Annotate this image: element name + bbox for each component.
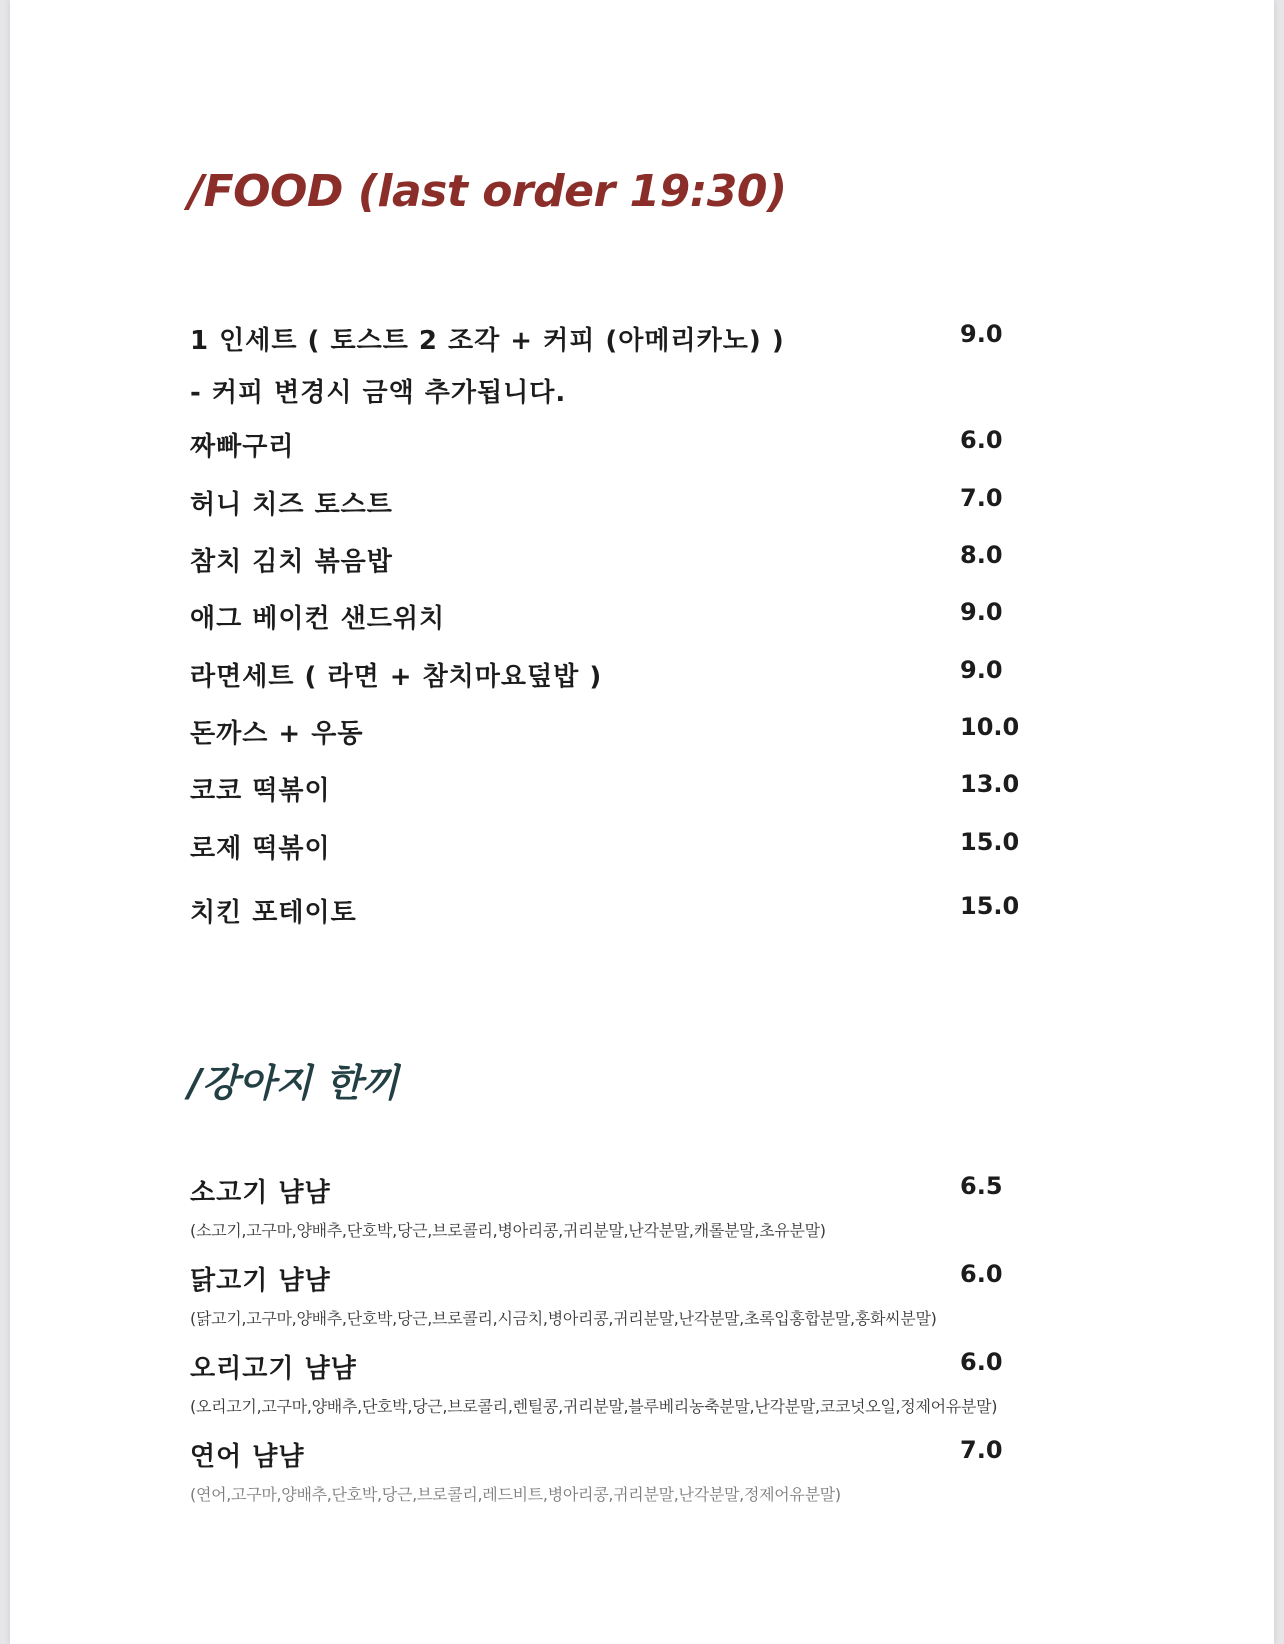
menu-item — [190, 484, 1274, 524]
menu-item-name: 참치 김치 볶음밥 — [190, 547, 393, 577]
menu-item-price: 15.0 — [960, 828, 1020, 856]
menu-item — [190, 656, 1274, 696]
menu-item-price: 6.5 — [960, 1172, 1003, 1200]
menu-item-ingredients: (소고기,고구마,양배추,단호박,당근,브로콜리,병아리콩,귀리분말,난각분말,캐롤분말,초유분말) — [190, 1221, 826, 1240]
menu-item-price: 6.0 — [960, 1260, 1003, 1288]
dog-menu-item — [190, 1260, 1274, 1328]
menu-item-price: 10.0 — [960, 713, 1020, 741]
menu-item-price: 7.0 — [960, 484, 1003, 512]
menu-item-price: 7.0 — [960, 1436, 1003, 1464]
menu-item — [190, 713, 1274, 753]
menu-item-price: 6.0 — [960, 1348, 1003, 1376]
menu-item-name: 연어 냠냠 — [190, 1442, 305, 1472]
menu-item — [190, 541, 1274, 581]
dog-menu-item — [190, 1348, 1274, 1416]
menu-item — [190, 426, 1274, 466]
menu-item-price: 9.0 — [960, 598, 1003, 626]
menu-item-name: 라면세트 ( 라면 + 참치마요덮밥 ) — [190, 662, 603, 692]
menu-item — [190, 598, 1274, 638]
coffee-change-note: - 커피 변경시 금액 추가됩니다. — [190, 378, 567, 408]
menu-item-ingredients: (오리고기,고구마,양배추,단호박,당근,브로콜리,렌틸콩,귀리분말,블루베리농축분말,난각분말,코코넛오일,정제어유분말) — [190, 1397, 998, 1416]
menu-item-name: 1 인세트 ( 토스트 2 조각 + 커피 (아메리카노) ) — [190, 326, 785, 356]
menu-item-price: 9.0 — [960, 656, 1003, 684]
food-section-heading: /FOOD (last order 19:30) — [188, 166, 787, 217]
dog-menu-item — [190, 1436, 1274, 1504]
menu-item — [190, 770, 1274, 810]
menu-item-price: 8.0 — [960, 541, 1003, 569]
menu-page — [10, 0, 1274, 1644]
menu-item-name: 돈까스 + 우동 — [190, 719, 364, 749]
menu-item-name: 허니 치즈 토스트 — [190, 490, 393, 520]
menu-item-name: 애그 베이컨 샌드위치 — [190, 604, 446, 634]
menu-item — [190, 892, 1274, 932]
menu-item-name: 오리고기 냠냠 — [190, 1354, 357, 1384]
menu-item-name: 치킨 포테이토 — [190, 898, 357, 928]
menu-item-name: 소고기 냠냠 — [190, 1178, 331, 1208]
menu-item-price: 13.0 — [960, 770, 1020, 798]
menu-item-ingredients: (닭고기,고구마,양배추,단호박,당근,브로콜리,시금치,병아리콩,귀리분말,난각분말,초록입홍합분말,홍화씨분말) — [190, 1309, 937, 1328]
menu-item-price: 15.0 — [960, 892, 1020, 920]
menu-item — [190, 828, 1274, 868]
menu-item-name: 코코 떡볶이 — [190, 776, 331, 806]
menu-item — [190, 320, 1274, 360]
dog-menu-item — [190, 1172, 1274, 1240]
menu-item-price: 9.0 — [960, 320, 1003, 348]
menu-item-name: 닭고기 냠냠 — [190, 1266, 331, 1296]
menu-item-ingredients: (연어,고구마,양배추,단호박,당근,브로콜리,레드비트,병아리콩,귀리분말,난각분말,정제어유분말) — [190, 1485, 841, 1504]
menu-item-name: 짜빠구리 — [190, 432, 295, 462]
menu-item-price: 6.0 — [960, 426, 1003, 454]
dog-meal-section-heading: /강아지 한끼 — [188, 1061, 399, 1105]
menu-item-name: 로제 떡볶이 — [190, 834, 331, 864]
